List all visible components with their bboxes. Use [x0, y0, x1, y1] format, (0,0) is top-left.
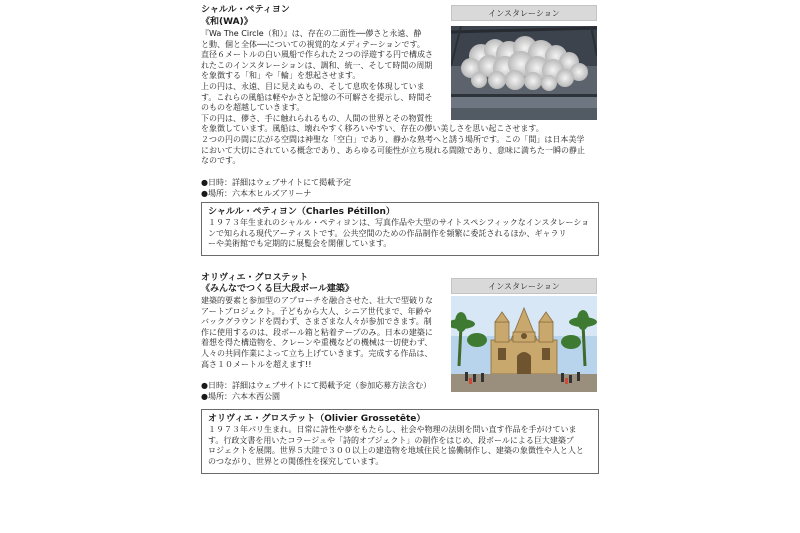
category-tag: インスタレーション — [451, 278, 597, 294]
bio-title: シャルル・ペティヨン（Charles Pétillon） — [208, 207, 395, 217]
category-tag: インスタレーション — [451, 5, 597, 21]
bio-text: １９７３年生まれのシャルル・ペティヨンは、写真作品や大型のサイトスペシフィックなインスタレーショ ンで知られる現代アーティストです。公共空間のための作品制作を頻繁に委託されるほか、ギャラリ ーや美術館でも定期的に展覧会を開催しています。 — [208, 218, 590, 249]
artist-name: シャルル・ペティヨン — [201, 5, 290, 15]
work-description: 『Wa The Circle（和）』は、存在の二面性──儚さと永遠、静 と動、個と全体──についての視覚的なメディテーションです。 直径６メートルの白い風船で作られた２つの浮遊する円で構成さ れたこのインスタレーションは、調和、統一、そして時間の周期 を象徴する「和」や「輪」を想起させます。 上の円は、永遠、目に見えぬもの、そして息吹を体現していま す。これらの風船は軽やかさと記憶の不可解さを提示し、時間そ のものを超越していきます。 下の円は、儚さ、手に触れられるもの、人間の世界とその物質性 を象徴しています。風船は、壊れやすく移ろいやすい、存在の儚い美しさを思い起こさせます。 ２つの円の間に広がる空間は神聖な「空白」であり、静かな熟考へと誘う場所です。この「間」は日本美学 において大切にされている概念であり、あらゆる可能性が立ち現れる間隙であり、意味に満ちた一瞬の静止 なのです。 — [201, 29, 585, 166]
cardboard-architecture-photo — [451, 296, 597, 392]
work-description: 建築的要素と参加型のアプローチを融合させた、壮大で型破りな アートプロジェクト。子どもから大人、シニア世代まで、年齢や バックグラウンドを問わず、さまざまな人々が参加できます。制 作に使用するのは、段ボール箱と粘着テープのみ。日本の建築に 着想を得た構造物を、クレーンや重機などの機械は一切使わず、 人々の共同作業によって立ち上げていきます。完成する作品は、 高さ１０メートルを超えます!! — [201, 296, 433, 369]
event-place: ●場所：六本木ヒルズアリーナ — [201, 189, 312, 198]
event-place: ●場所：六本木西公園 — [201, 392, 280, 401]
work-title: 《和(WA)》 — [201, 17, 253, 27]
bio-title: オリヴィエ・グロステット（Olivier Grossetête） — [208, 414, 426, 424]
artist-name: オリヴィエ・グロステット — [201, 273, 309, 283]
artist-bio-box — [201, 409, 599, 474]
work-title: 《みんなでつくる巨大段ボール建築》 — [201, 284, 354, 294]
bio-text: １９７３年パリ生まれ。日常に詩性や夢をもたらし、社会や物理の法則を問い直す作品を手がけていま す。行政文書を用いたコラージュや「詩的オブジェクト」の制作をはじめ、段ボールによる巨大建築プ ロジェクトを展開。世界５大陸で３００以上の建造物を地域住民と協働制作し、建築の象徴性や人と人と のつながり、世界との関係性を探究しています。 — [208, 425, 584, 466]
event-date: ●日時：詳細はウェブサイトにて掲載予定 — [201, 178, 352, 187]
event-date: ●日時：詳細はウェブサイトにて掲載予定（参加応募方法含む） — [201, 381, 432, 390]
artist-bio-box — [201, 202, 599, 256]
